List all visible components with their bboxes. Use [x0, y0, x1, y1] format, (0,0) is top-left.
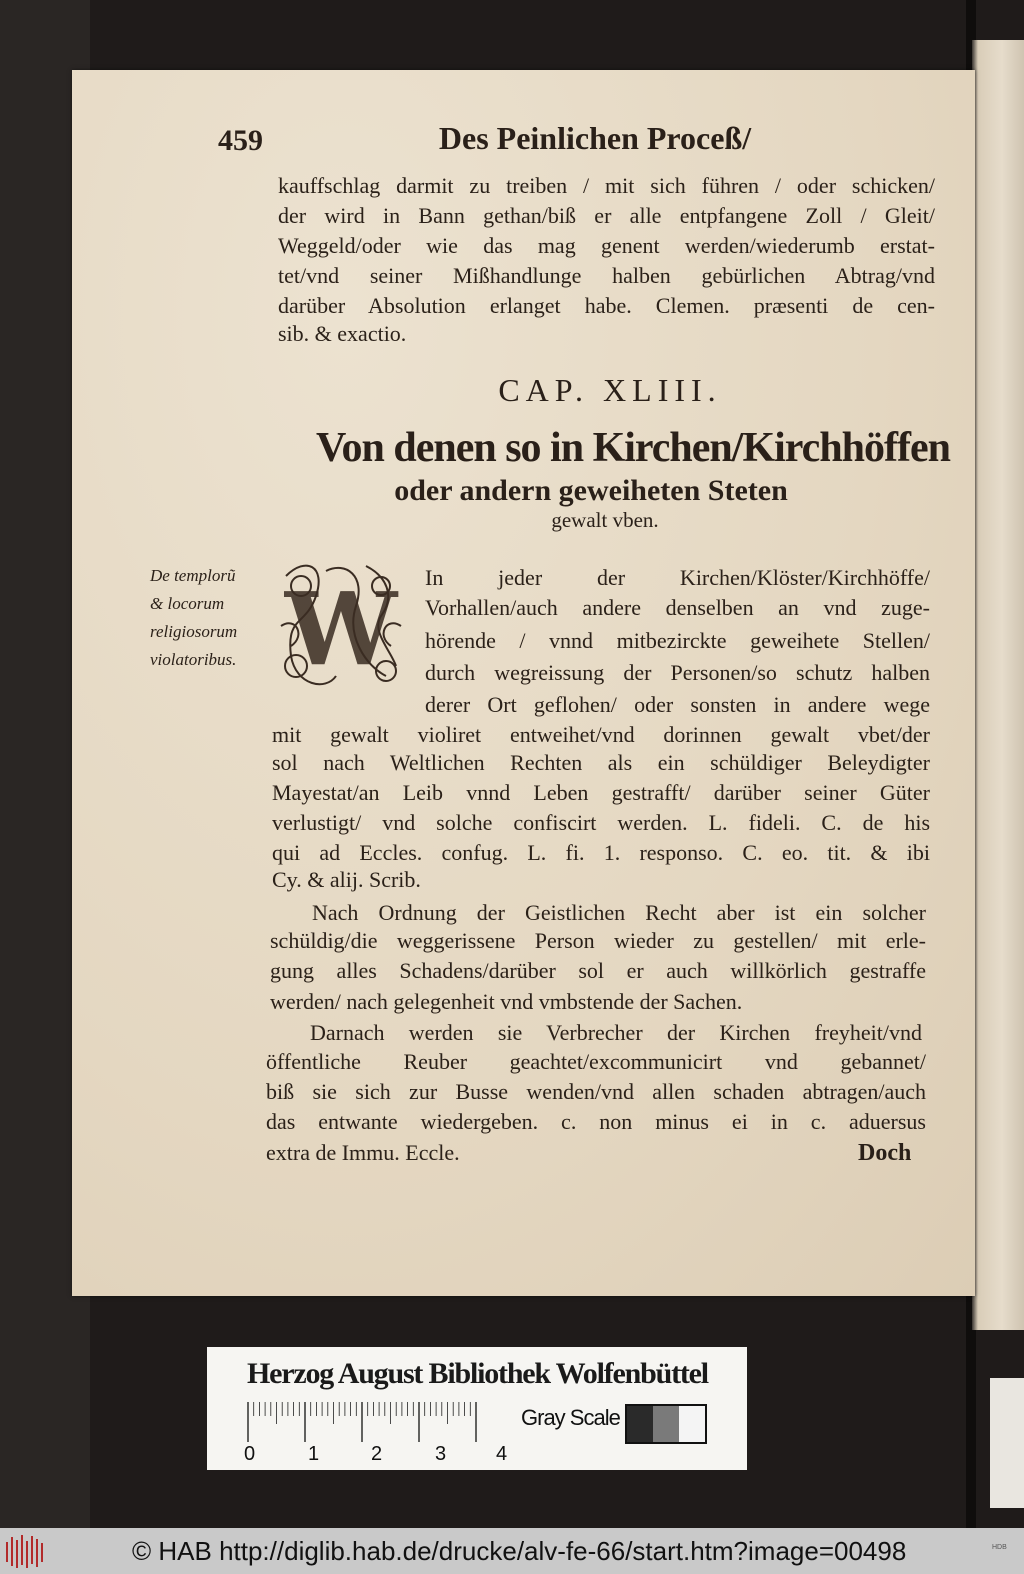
text-line: derer Ort geflohen/ oder sonsten in andere wege	[425, 692, 930, 717]
text-line: hörende / vnnd mitbezirckte geweihete Stellen/	[425, 628, 930, 653]
ruler-number: 4	[496, 1443, 508, 1465]
text-line: Darnach werden sie Verbrecher der Kirchen freyheit/vnd	[310, 1020, 922, 1045]
adjacent-page-edge	[972, 40, 1024, 1330]
text-line: Vorhallen/auch andere denselben an vnd zuge-	[425, 595, 930, 620]
text-line: qui ad Eccles. confug. L. fi. 1. responso. C. eo. tit. & ibi	[272, 840, 930, 865]
chapter-title-line: gewalt vben.	[551, 508, 659, 532]
text-line: der wird in Bann gethan/biß er alle entpfangene Zoll / Gleit/	[278, 203, 935, 228]
adjacent-label-card	[990, 1378, 1024, 1508]
text-line: sib. & exactio.	[278, 321, 407, 346]
text-line: kauffschlag darmit zu treiben / mit sich führen / oder schicken/	[278, 173, 935, 198]
chapter-title-line: Von denen so in Kirchen/Kirchhöffen	[316, 425, 951, 471]
ruler-number: 3	[435, 1443, 447, 1465]
text-line: öffentliche Reuber geachtet/excommunicirt vnd gebannet/	[266, 1049, 926, 1074]
text-line: In jeder der Kirchen/Klöster/Kirchhöffe/	[425, 565, 930, 590]
text-line: Cy. & alij. Scrib.	[272, 867, 421, 892]
ruler	[247, 1402, 477, 1442]
ruler-number: 2	[371, 1443, 383, 1465]
footer-bar	[0, 1528, 1024, 1574]
text-line: extra de Immu. Eccle.	[266, 1140, 460, 1165]
text-line: Weggeld/oder wie das mag genent werden/wiederumb erstat-	[278, 233, 935, 258]
text-line: biß sie sich zur Busse wenden/vnd allen schaden abtragen/auch	[266, 1079, 926, 1104]
text-line: Mayestat/an Leib vnnd Leben gestrafft/ darüber seiner Güter	[272, 780, 930, 805]
marginal-note-line: violatoribus.	[150, 650, 237, 669]
running-head: Des Peinlichen Proceß/	[438, 120, 752, 156]
page-number: 459	[218, 124, 263, 157]
ruler-number: 1	[308, 1443, 320, 1465]
decorated-initial	[276, 556, 406, 696]
chapter-heading: CAP. XLIII.	[498, 372, 722, 408]
marginal-note-line: De templorũ	[150, 566, 236, 585]
text-line: gung alles Schadens/darüber sol er auch willkörlich gestraffe	[270, 958, 926, 983]
library-color-card	[207, 1347, 747, 1470]
catchword: Doch	[858, 1140, 912, 1166]
chapter-title-line: oder andern geweiheten Steten	[394, 474, 788, 507]
text-line: tet/vnd seiner Mißhandlunge halben gebürlichen Abtrag/vnd	[278, 263, 935, 288]
svg-text:W: W	[284, 570, 398, 688]
text-line: darüber Absolution erlanget habe. Clemen. præsenti de cen-	[278, 293, 935, 318]
gray-scale-swatch	[625, 1404, 707, 1444]
gray-scale-label: Gray Scale	[521, 1405, 620, 1430]
marginal-note-line: religiosorum	[150, 622, 238, 641]
text-line: werden/ nach gelegenheit vnd vmbstende der Sachen.	[270, 989, 743, 1014]
ruler-number: 0	[244, 1443, 256, 1465]
text-line: das entwante wiedergeben. c. non minus ei in c. aduersus	[266, 1109, 926, 1134]
marginal-note-line: & locorum	[150, 594, 225, 613]
text-line: Nach Ordnung der Geistlichen Recht aber ist ein solcher	[312, 900, 926, 925]
text-line: durch wegreissung der Personen/so schutz halben	[425, 660, 930, 685]
footer-mini-mark: HDB	[992, 1544, 1007, 1551]
text-line: mit gewalt violiret entweihet/vnd dorinnen gewalt vbet/der	[272, 722, 930, 747]
text-line: sol nach Weltlichen Rechten als ein schüldiger Beleydigter	[272, 750, 930, 775]
marginal-note	[150, 562, 265, 674]
copyright-url[interactable]: © HAB http://diglib.hab.de/drucke/alv-fe-66/start.htm?image=00498	[132, 1536, 907, 1566]
hab-logo-icon	[4, 1532, 46, 1570]
library-name: Herzog August Bibliothek Wolfenbüttel	[247, 1357, 708, 1390]
text-line: verlustigt/ vnd solche confiscirt werden. L. fideli. C. de his	[272, 810, 930, 835]
text-line: schüldig/die weggerissene Person wieder zu gestellen/ mit erle-	[270, 928, 926, 953]
